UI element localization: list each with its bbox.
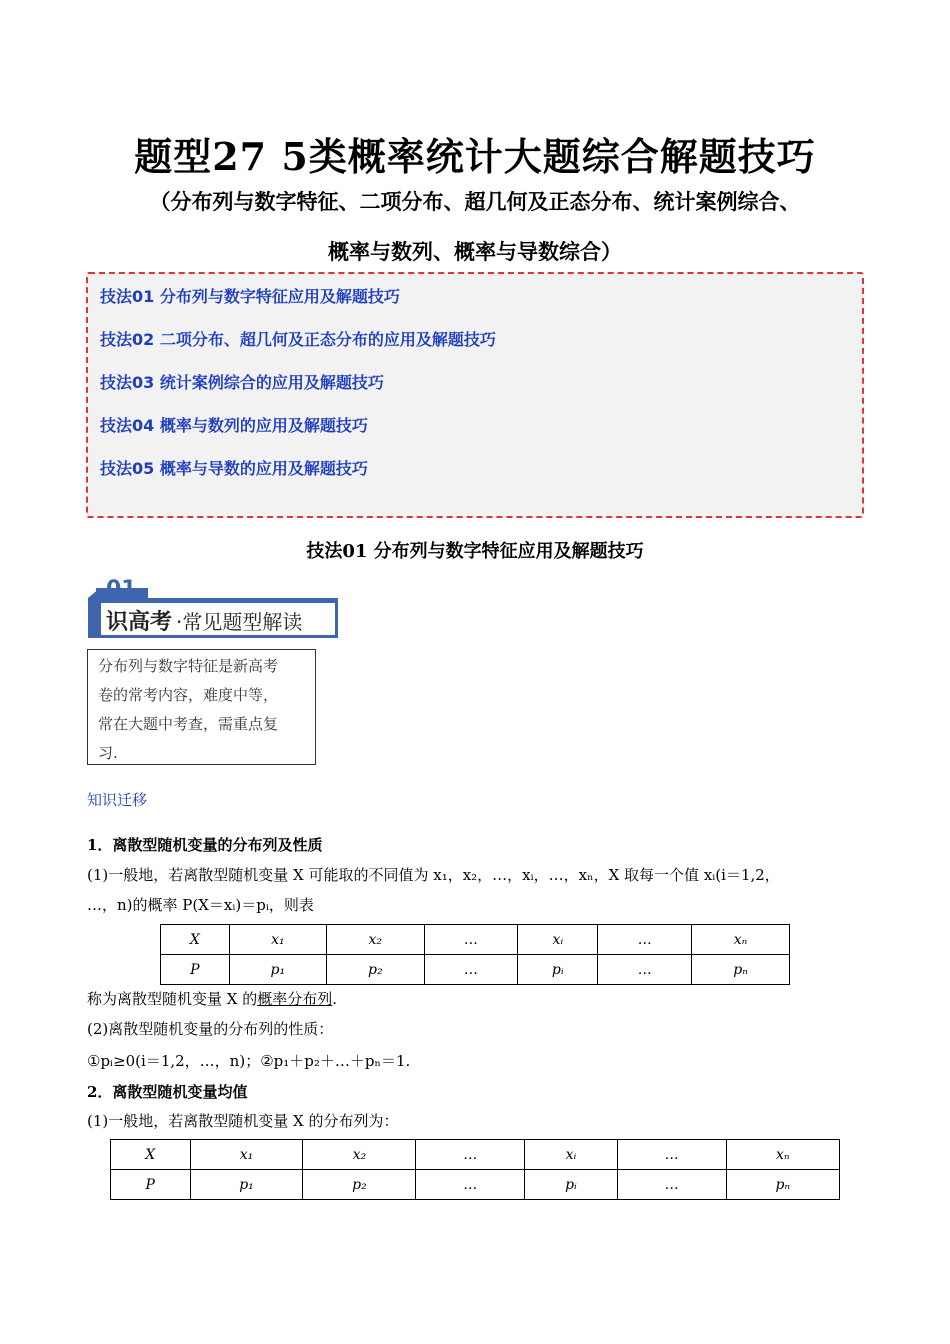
table-cell: X <box>111 1140 191 1170</box>
sec1-p2-suffix: . <box>332 990 338 1008</box>
section-heading: 技法01 分布列与数字特征应用及解题技巧 <box>306 541 644 562</box>
table-cell: P <box>111 1170 191 1200</box>
table-cell: p₁ <box>190 1170 303 1200</box>
toc-item-4[interactable]: 技法04 概率与数列的应用及解题技巧 <box>100 416 368 435</box>
summary-line-2: 卷的常考内容，难度中等， <box>98 686 279 704</box>
table-cell: xᵢ <box>525 1140 618 1170</box>
table-row <box>111 1140 840 1170</box>
subtitle-line-1: （分布列与数字特征、二项分布、超几何及正态分布、统计案例综合、 <box>149 189 801 214</box>
sec1-paragraph-1b: …，n)的概率 P(X＝xᵢ)＝pᵢ，则表 <box>87 896 314 914</box>
sec1-paragraph-3: (2)离散型随机变量的分布列的性质： <box>87 1020 334 1038</box>
toc-box <box>86 272 864 518</box>
sec1-heading: 1．离散型随机变量的分布列及性质 <box>87 836 323 854</box>
sec1-p2-term: 概率分布列 <box>257 990 333 1008</box>
table-cell: xᵢ <box>518 925 598 955</box>
table-row <box>111 1170 840 1200</box>
sec2-heading: 2．离散型随机变量均值 <box>87 1083 248 1101</box>
table-cell: p₂ <box>303 1170 416 1200</box>
distribution-table-1 <box>160 924 790 985</box>
sec2-paragraph-1: (1)一般地，若离散型随机变量 X 的分布列为： <box>87 1112 399 1130</box>
table-cell: pᵢ <box>518 955 598 985</box>
distribution-table-2 <box>110 1139 840 1200</box>
table-cell: … <box>598 955 692 985</box>
table-cell: xₙ <box>726 1140 839 1170</box>
summary-box <box>87 649 316 765</box>
summary-line-3: 常在大题中考查，需重点复 <box>98 715 279 733</box>
table-row <box>161 955 790 985</box>
table-cell: x₁ <box>190 1140 303 1170</box>
sec1-paragraph-1a: (1)一般地，若离散型随机变量 X 可能取的不同值为 x₁，x₂，…，xᵢ，…，xₙ，X 取每一个值 xᵢ(i＝1,2， <box>87 866 780 884</box>
subtitle-line-2: 概率与数列、概率与导数综合） <box>328 239 622 264</box>
table-cell: … <box>598 925 692 955</box>
badge-number: 01 <box>106 577 137 602</box>
table-cell: … <box>424 925 518 955</box>
toc-item-1[interactable]: 技法01 分布列与数字特征应用及解题技巧 <box>100 287 400 306</box>
toc-item-2[interactable]: 技法02 二项分布、超几何及正态分布的应用及解题技巧 <box>100 330 496 349</box>
table-cell: p₁ <box>229 955 326 985</box>
table-cell: pᵢ <box>525 1170 618 1200</box>
table-cell: … <box>416 1170 525 1200</box>
table-cell: … <box>617 1140 726 1170</box>
table-cell: xₙ <box>692 925 790 955</box>
table-cell: x₂ <box>327 925 424 955</box>
summary-line-1: 分布列与数字特征是新高考 <box>98 657 279 675</box>
table-cell: p₂ <box>327 955 424 985</box>
sec1-paragraph-2 <box>87 988 337 1009</box>
table-cell: pₙ <box>692 955 790 985</box>
badge-banner <box>88 576 340 640</box>
table-cell: … <box>617 1170 726 1200</box>
toc-item-5[interactable]: 技法05 概率与导数的应用及解题技巧 <box>100 459 368 478</box>
toc-item-3[interactable]: 技法03 统计案例综合的应用及解题技巧 <box>100 373 384 392</box>
table-cell: X <box>161 925 230 955</box>
sec1-paragraph-4: ①pᵢ≥0(i＝1,2，…，n)；②p₁＋p₂＋…＋pₙ＝1. <box>87 1052 411 1070</box>
badge-sub-text: ·常见题型解读 <box>176 610 303 634</box>
sec1-p2-prefix: 称为离散型随机变量 X 的 <box>87 990 258 1008</box>
table-cell: x₂ <box>303 1140 416 1170</box>
badge-main-text: 识高考 <box>106 610 173 635</box>
table-row <box>161 925 790 955</box>
knowledge-label: 知识迁移 <box>87 791 148 809</box>
page-title: 题型27 5类概率统计大题综合解题技巧 <box>134 134 816 179</box>
table-cell: … <box>424 955 518 985</box>
table-cell: x₁ <box>229 925 326 955</box>
table-cell: … <box>416 1140 525 1170</box>
table-cell: pₙ <box>726 1170 839 1200</box>
summary-line-4: 习. <box>98 744 118 762</box>
table-cell: P <box>161 955 230 985</box>
